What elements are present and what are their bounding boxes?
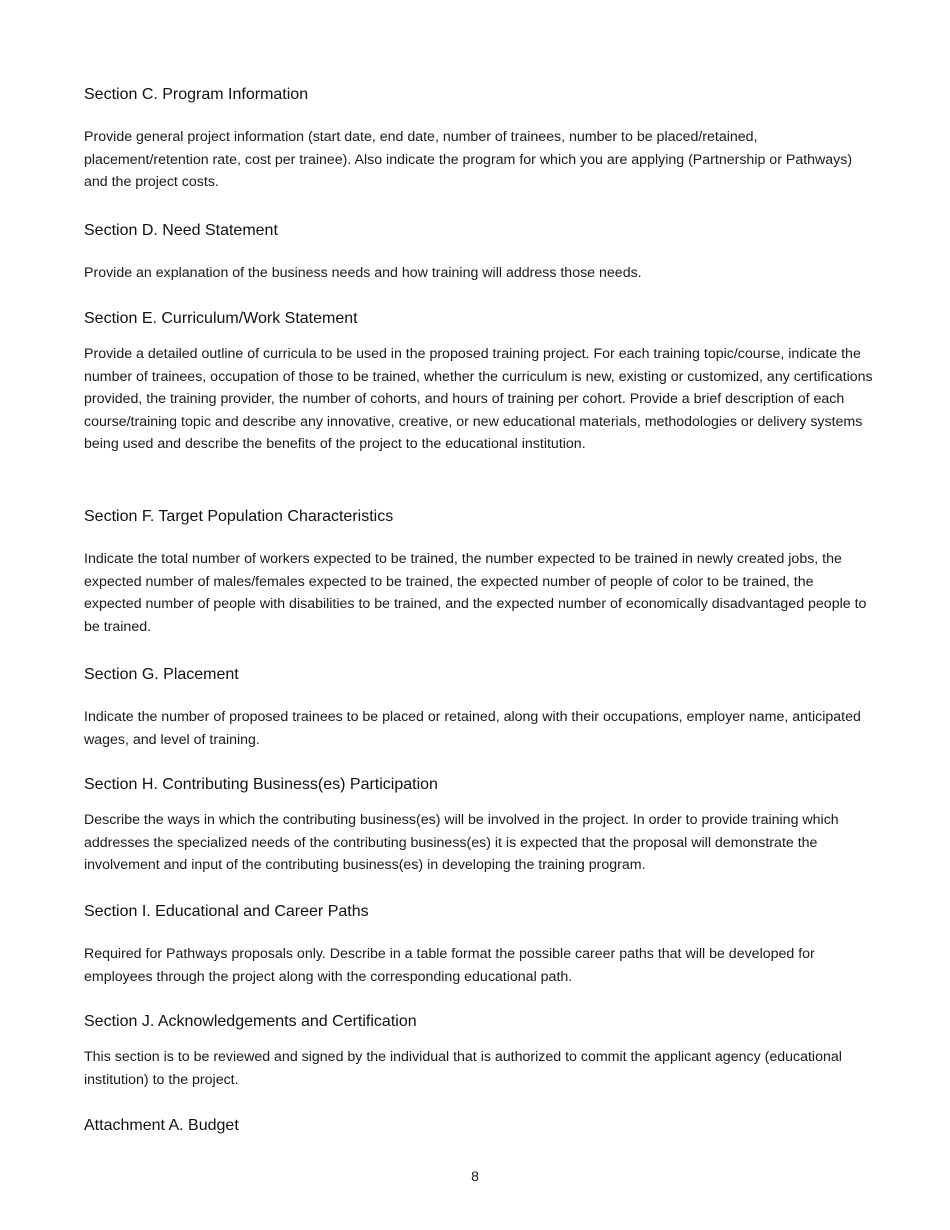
section-f: [84, 506, 874, 638]
section-c: [84, 84, 874, 194]
section-heading: Section E. Curriculum/Work Statement: [84, 310, 358, 327]
section-body: Required for Pathways proposals only. Describe in a table format the possible career paths that will be developed for employees through the project along with the corresponding educational path.: [84, 946, 815, 985]
section-i: [84, 901, 874, 988]
section-heading: Section C. Program Information: [84, 86, 309, 103]
section-body: Provide general project information (start date, end date, number of trainees, number to be placed/retained, placement/retention rate, cost per trainee). Also indicate the program for which you are applying (Partnership or Pathways) and the project costs.: [84, 129, 853, 191]
section-body: Provide a detailed outline of curricula to be used in the proposed training project. For each training topic/course, indicate the number of trainees, occupation of those to be trained, whether the curriculum is new, existing or customized, any certifications provided, the training provider, the number of cohorts, and hours of training per cohort. Provide a brief description of each course/training topic and describe any innovative, creative, or new educational materials, methodologies or delivery systems being used and describe the benefits of the project to the educational institution.: [84, 346, 873, 453]
section-body: Indicate the number of proposed trainees to be placed or retained, along with their occupations, employer name, anticipated wages, and level of training.: [84, 709, 861, 748]
section-heading: Attachment A. Budget: [84, 1117, 239, 1134]
section-j: [84, 1011, 874, 1091]
section-h: [84, 774, 874, 877]
section-heading: Section D. Need Statement: [84, 222, 278, 239]
section-body: Describe the ways in which the contributing business(es) will be involved in the project. In order to provide training which addresses the specialized needs of the contributing business(es) it is expected that the proposal will demonstrate the involvement and input of the contributing business(es) in developing the training program.: [84, 812, 839, 874]
section-g: [84, 664, 874, 751]
page-number: 8: [471, 1168, 479, 1184]
attachment-a: [84, 1115, 874, 1137]
section-d: [84, 220, 874, 285]
section-heading: Section J. Acknowledgements and Certification: [84, 1013, 417, 1030]
section-heading: Section H. Contributing Business(es) Participation: [84, 776, 438, 793]
section-body: Indicate the total number of workers expected to be trained, the number expected to be trained in newly created jobs, the expected number of males/females expected to be trained, the expected number of people of color to be trained, the expected number of people with disabilities to be trained, and the expected number of economically disadvantaged people to be trained.: [84, 551, 867, 635]
section-heading: Section G. Placement: [84, 666, 239, 683]
section-heading: Section F. Target Population Characteristics: [84, 508, 394, 525]
section-body: This section is to be reviewed and signed by the individual that is authorized to commit the applicant agency (educational institution) to the project.: [84, 1049, 842, 1088]
section-body: Provide an explanation of the business needs and how training will address those needs.: [84, 265, 642, 281]
section-e: [84, 308, 874, 456]
section-heading: Section I. Educational and Career Paths: [84, 903, 369, 920]
